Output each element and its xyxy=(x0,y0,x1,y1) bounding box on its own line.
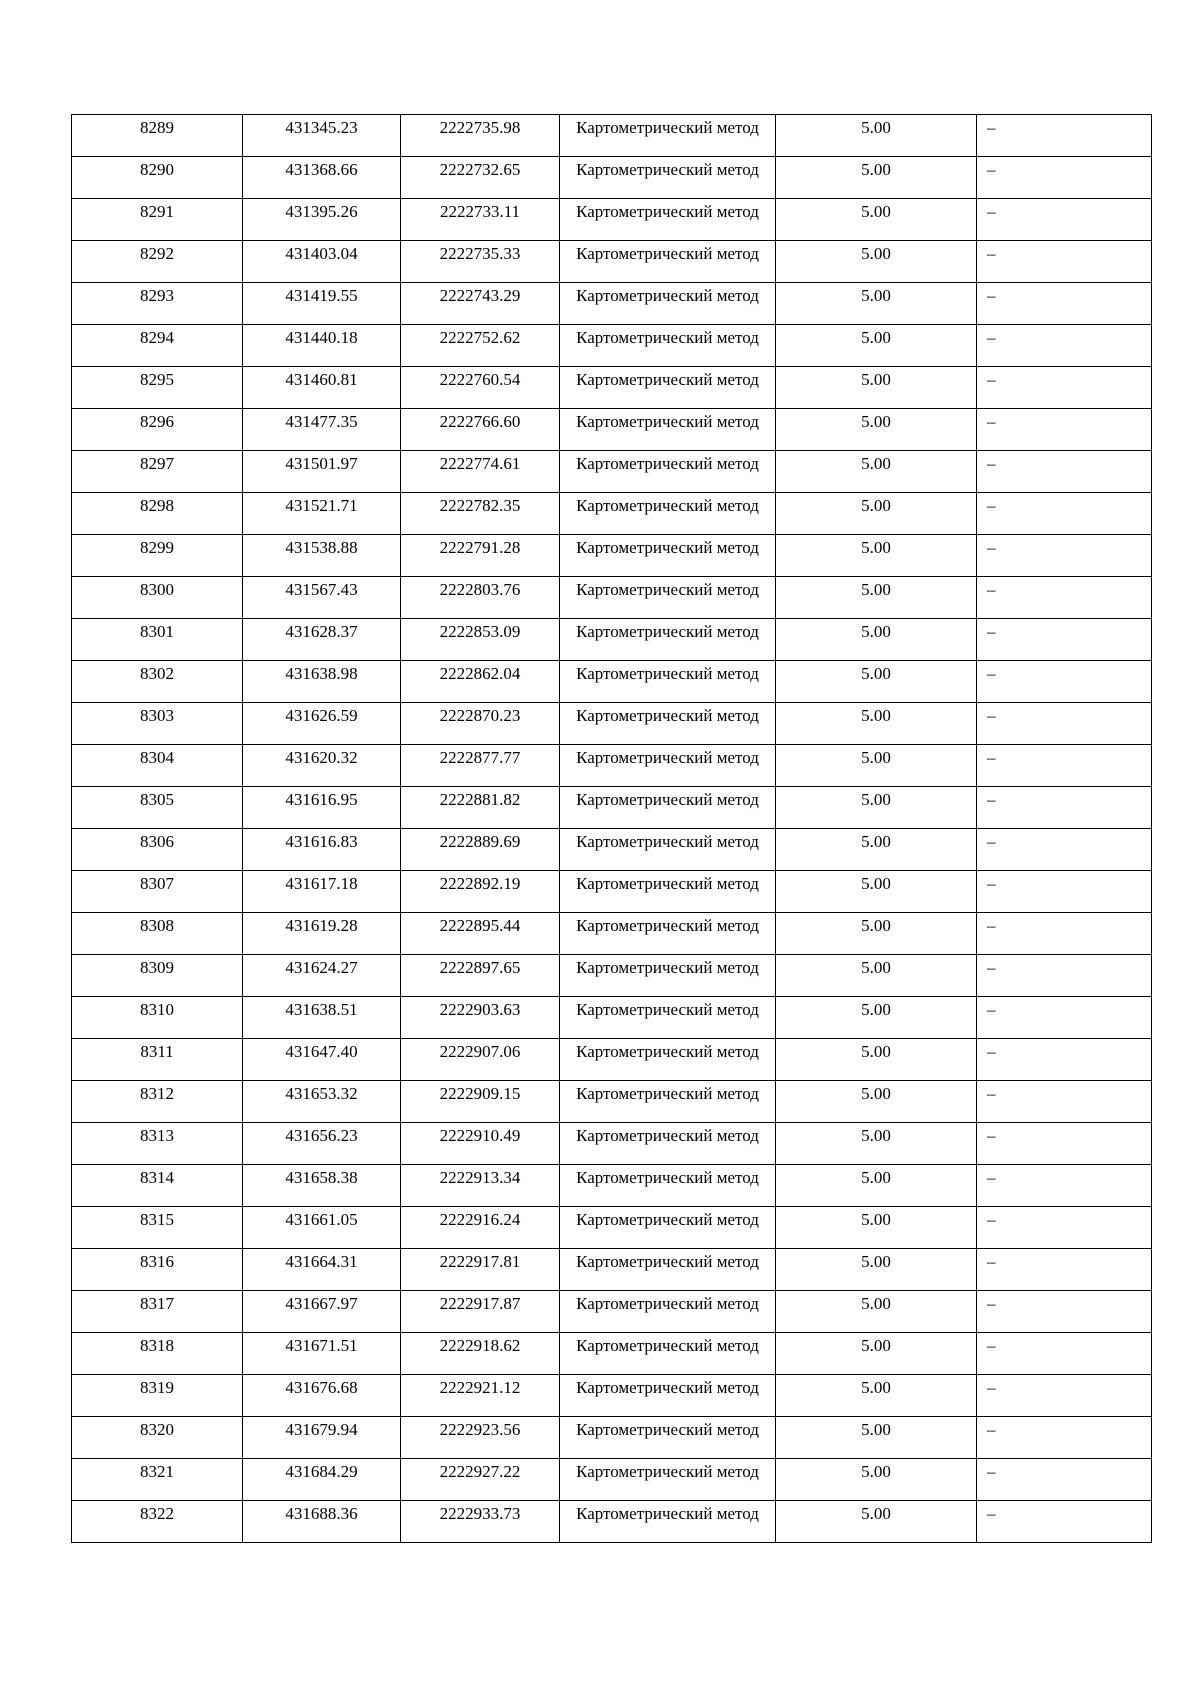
point-number-cell: 8302 xyxy=(72,661,243,703)
note-cell: – xyxy=(977,493,1152,535)
accuracy-cell: 5.00 xyxy=(776,1375,977,1417)
note-cell: – xyxy=(977,871,1152,913)
x-coordinate-cell: 431667.97 xyxy=(243,1291,401,1333)
y-coordinate-cell: 2222917.87 xyxy=(401,1291,560,1333)
y-coordinate-cell: 2222913.34 xyxy=(401,1165,560,1207)
method-cell: Картометрический метод xyxy=(560,787,776,829)
y-coordinate-cell: 2222910.49 xyxy=(401,1123,560,1165)
x-coordinate-cell: 431620.32 xyxy=(243,745,401,787)
y-coordinate-cell: 2222907.06 xyxy=(401,1039,560,1081)
x-coordinate-cell: 431567.43 xyxy=(243,577,401,619)
y-coordinate-cell: 2222895.44 xyxy=(401,913,560,955)
point-number-cell: 8289 xyxy=(72,115,243,157)
note-cell: – xyxy=(977,535,1152,577)
table-row xyxy=(72,1123,1152,1165)
x-coordinate-cell: 431679.94 xyxy=(243,1417,401,1459)
y-coordinate-cell: 2222733.11 xyxy=(401,199,560,241)
y-coordinate-cell: 2222877.77 xyxy=(401,745,560,787)
accuracy-cell: 5.00 xyxy=(776,829,977,871)
x-coordinate-cell: 431684.29 xyxy=(243,1459,401,1501)
note-cell: – xyxy=(977,1123,1152,1165)
note-cell: – xyxy=(977,829,1152,871)
point-number-cell: 8311 xyxy=(72,1039,243,1081)
accuracy-cell: 5.00 xyxy=(776,1333,977,1375)
note-cell: – xyxy=(977,787,1152,829)
note-cell: – xyxy=(977,1459,1152,1501)
x-coordinate-cell: 431395.26 xyxy=(243,199,401,241)
table-row xyxy=(72,241,1152,283)
table-row xyxy=(72,535,1152,577)
point-number-cell: 8306 xyxy=(72,829,243,871)
table-row xyxy=(72,1207,1152,1249)
accuracy-cell: 5.00 xyxy=(776,367,977,409)
accuracy-cell: 5.00 xyxy=(776,451,977,493)
note-cell: – xyxy=(977,997,1152,1039)
table-row xyxy=(72,325,1152,367)
method-cell: Картометрический метод xyxy=(560,913,776,955)
method-cell: Картометрический метод xyxy=(560,619,776,661)
table-row xyxy=(72,871,1152,913)
x-coordinate-cell: 431671.51 xyxy=(243,1333,401,1375)
point-number-cell: 8293 xyxy=(72,283,243,325)
accuracy-cell: 5.00 xyxy=(776,1249,977,1291)
note-cell: – xyxy=(977,367,1152,409)
accuracy-cell: 5.00 xyxy=(776,787,977,829)
note-cell: – xyxy=(977,619,1152,661)
table-row xyxy=(72,703,1152,745)
point-number-cell: 8294 xyxy=(72,325,243,367)
method-cell: Картометрический метод xyxy=(560,661,776,703)
y-coordinate-cell: 2222862.04 xyxy=(401,661,560,703)
point-number-cell: 8319 xyxy=(72,1375,243,1417)
x-coordinate-cell: 431626.59 xyxy=(243,703,401,745)
method-cell: Картометрический метод xyxy=(560,325,776,367)
y-coordinate-cell: 2222752.62 xyxy=(401,325,560,367)
x-coordinate-cell: 431501.97 xyxy=(243,451,401,493)
y-coordinate-cell: 2222853.09 xyxy=(401,619,560,661)
point-number-cell: 8316 xyxy=(72,1249,243,1291)
accuracy-cell: 5.00 xyxy=(776,745,977,787)
table-row xyxy=(72,1375,1152,1417)
table-row xyxy=(72,787,1152,829)
point-number-cell: 8305 xyxy=(72,787,243,829)
x-coordinate-cell: 431345.23 xyxy=(243,115,401,157)
point-number-cell: 8298 xyxy=(72,493,243,535)
x-coordinate-cell: 431658.38 xyxy=(243,1165,401,1207)
note-cell: – xyxy=(977,1081,1152,1123)
y-coordinate-cell: 2222782.35 xyxy=(401,493,560,535)
x-coordinate-cell: 431460.81 xyxy=(243,367,401,409)
method-cell: Картометрический метод xyxy=(560,1039,776,1081)
accuracy-cell: 5.00 xyxy=(776,703,977,745)
accuracy-cell: 5.00 xyxy=(776,955,977,997)
x-coordinate-cell: 431661.05 xyxy=(243,1207,401,1249)
point-number-cell: 8321 xyxy=(72,1459,243,1501)
y-coordinate-cell: 2222923.56 xyxy=(401,1417,560,1459)
table-row xyxy=(72,451,1152,493)
table-row xyxy=(72,997,1152,1039)
accuracy-cell: 5.00 xyxy=(776,199,977,241)
accuracy-cell: 5.00 xyxy=(776,1123,977,1165)
accuracy-cell: 5.00 xyxy=(776,1081,977,1123)
point-number-cell: 8296 xyxy=(72,409,243,451)
table-row xyxy=(72,661,1152,703)
accuracy-cell: 5.00 xyxy=(776,409,977,451)
note-cell: – xyxy=(977,1333,1152,1375)
method-cell: Картометрический метод xyxy=(560,535,776,577)
accuracy-cell: 5.00 xyxy=(776,913,977,955)
x-coordinate-cell: 431676.68 xyxy=(243,1375,401,1417)
y-coordinate-cell: 2222892.19 xyxy=(401,871,560,913)
point-number-cell: 8314 xyxy=(72,1165,243,1207)
point-number-cell: 8312 xyxy=(72,1081,243,1123)
x-coordinate-cell: 431617.18 xyxy=(243,871,401,913)
y-coordinate-cell: 2222791.28 xyxy=(401,535,560,577)
note-cell: – xyxy=(977,745,1152,787)
table-row xyxy=(72,1459,1152,1501)
y-coordinate-cell: 2222743.29 xyxy=(401,283,560,325)
x-coordinate-cell: 431656.23 xyxy=(243,1123,401,1165)
table-row xyxy=(72,955,1152,997)
y-coordinate-cell: 2222870.23 xyxy=(401,703,560,745)
accuracy-cell: 5.00 xyxy=(776,493,977,535)
point-number-cell: 8299 xyxy=(72,535,243,577)
method-cell: Картометрический метод xyxy=(560,703,776,745)
y-coordinate-cell: 2222903.63 xyxy=(401,997,560,1039)
accuracy-cell: 5.00 xyxy=(776,661,977,703)
point-number-cell: 8322 xyxy=(72,1501,243,1543)
x-coordinate-cell: 431368.66 xyxy=(243,157,401,199)
method-cell: Картометрический метод xyxy=(560,1375,776,1417)
table-row xyxy=(72,1249,1152,1291)
note-cell: – xyxy=(977,1501,1152,1543)
y-coordinate-cell: 2222918.62 xyxy=(401,1333,560,1375)
accuracy-cell: 5.00 xyxy=(776,1291,977,1333)
table-row xyxy=(72,1081,1152,1123)
x-coordinate-cell: 431616.83 xyxy=(243,829,401,871)
x-coordinate-cell: 431628.37 xyxy=(243,619,401,661)
accuracy-cell: 5.00 xyxy=(776,325,977,367)
method-cell: Картометрический метод xyxy=(560,871,776,913)
y-coordinate-cell: 2222735.33 xyxy=(401,241,560,283)
point-number-cell: 8320 xyxy=(72,1417,243,1459)
note-cell: – xyxy=(977,661,1152,703)
accuracy-cell: 5.00 xyxy=(776,577,977,619)
method-cell: Картометрический метод xyxy=(560,955,776,997)
table-row xyxy=(72,409,1152,451)
coordinates-table xyxy=(71,114,1152,1543)
method-cell: Картометрический метод xyxy=(560,1165,776,1207)
accuracy-cell: 5.00 xyxy=(776,997,977,1039)
method-cell: Картометрический метод xyxy=(560,1291,776,1333)
method-cell: Картометрический метод xyxy=(560,1459,776,1501)
x-coordinate-cell: 431619.28 xyxy=(243,913,401,955)
method-cell: Картометрический метод xyxy=(560,241,776,283)
table-row xyxy=(72,619,1152,661)
point-number-cell: 8297 xyxy=(72,451,243,493)
method-cell: Картометрический метод xyxy=(560,1207,776,1249)
x-coordinate-cell: 431521.71 xyxy=(243,493,401,535)
method-cell: Картометрический метод xyxy=(560,745,776,787)
y-coordinate-cell: 2222933.73 xyxy=(401,1501,560,1543)
point-number-cell: 8318 xyxy=(72,1333,243,1375)
table-row xyxy=(72,1501,1152,1543)
x-coordinate-cell: 431440.18 xyxy=(243,325,401,367)
accuracy-cell: 5.00 xyxy=(776,241,977,283)
accuracy-cell: 5.00 xyxy=(776,1417,977,1459)
table-row xyxy=(72,115,1152,157)
y-coordinate-cell: 2222889.69 xyxy=(401,829,560,871)
point-number-cell: 8290 xyxy=(72,157,243,199)
accuracy-cell: 5.00 xyxy=(776,871,977,913)
table-row xyxy=(72,1165,1152,1207)
point-number-cell: 8315 xyxy=(72,1207,243,1249)
x-coordinate-cell: 431653.32 xyxy=(243,1081,401,1123)
method-cell: Картометрический метод xyxy=(560,577,776,619)
method-cell: Картометрический метод xyxy=(560,157,776,199)
x-coordinate-cell: 431419.55 xyxy=(243,283,401,325)
y-coordinate-cell: 2222917.81 xyxy=(401,1249,560,1291)
point-number-cell: 8303 xyxy=(72,703,243,745)
note-cell: – xyxy=(977,115,1152,157)
note-cell: – xyxy=(977,1039,1152,1081)
y-coordinate-cell: 2222774.61 xyxy=(401,451,560,493)
y-coordinate-cell: 2222803.76 xyxy=(401,577,560,619)
method-cell: Картометрический метод xyxy=(560,1249,776,1291)
point-number-cell: 8309 xyxy=(72,955,243,997)
point-number-cell: 8295 xyxy=(72,367,243,409)
table-row xyxy=(72,1039,1152,1081)
accuracy-cell: 5.00 xyxy=(776,535,977,577)
accuracy-cell: 5.00 xyxy=(776,1165,977,1207)
table-row xyxy=(72,745,1152,787)
point-number-cell: 8308 xyxy=(72,913,243,955)
point-number-cell: 8301 xyxy=(72,619,243,661)
table-row xyxy=(72,1417,1152,1459)
point-number-cell: 8307 xyxy=(72,871,243,913)
note-cell: – xyxy=(977,241,1152,283)
note-cell: – xyxy=(977,913,1152,955)
table-row xyxy=(72,829,1152,871)
table-row xyxy=(72,367,1152,409)
method-cell: Картометрический метод xyxy=(560,1417,776,1459)
x-coordinate-cell: 431616.95 xyxy=(243,787,401,829)
accuracy-cell: 5.00 xyxy=(776,1501,977,1543)
note-cell: – xyxy=(977,1417,1152,1459)
y-coordinate-cell: 2222735.98 xyxy=(401,115,560,157)
accuracy-cell: 5.00 xyxy=(776,1207,977,1249)
method-cell: Картометрический метод xyxy=(560,997,776,1039)
note-cell: – xyxy=(977,409,1152,451)
x-coordinate-cell: 431647.40 xyxy=(243,1039,401,1081)
method-cell: Картометрический метод xyxy=(560,1333,776,1375)
table-row xyxy=(72,157,1152,199)
note-cell: – xyxy=(977,1249,1152,1291)
note-cell: – xyxy=(977,1375,1152,1417)
x-coordinate-cell: 431638.51 xyxy=(243,997,401,1039)
point-number-cell: 8291 xyxy=(72,199,243,241)
method-cell: Картометрический метод xyxy=(560,409,776,451)
accuracy-cell: 5.00 xyxy=(776,157,977,199)
y-coordinate-cell: 2222732.65 xyxy=(401,157,560,199)
table-row xyxy=(72,283,1152,325)
x-coordinate-cell: 431638.98 xyxy=(243,661,401,703)
y-coordinate-cell: 2222760.54 xyxy=(401,367,560,409)
x-coordinate-cell: 431688.36 xyxy=(243,1501,401,1543)
x-coordinate-cell: 431477.35 xyxy=(243,409,401,451)
point-number-cell: 8313 xyxy=(72,1123,243,1165)
method-cell: Картометрический метод xyxy=(560,451,776,493)
note-cell: – xyxy=(977,577,1152,619)
y-coordinate-cell: 2222916.24 xyxy=(401,1207,560,1249)
note-cell: – xyxy=(977,1165,1152,1207)
method-cell: Картометрический метод xyxy=(560,1501,776,1543)
point-number-cell: 8310 xyxy=(72,997,243,1039)
method-cell: Картометрический метод xyxy=(560,199,776,241)
table-row xyxy=(72,199,1152,241)
method-cell: Картометрический метод xyxy=(560,493,776,535)
accuracy-cell: 5.00 xyxy=(776,619,977,661)
accuracy-cell: 5.00 xyxy=(776,1039,977,1081)
note-cell: – xyxy=(977,955,1152,997)
note-cell: – xyxy=(977,1207,1152,1249)
x-coordinate-cell: 431538.88 xyxy=(243,535,401,577)
point-number-cell: 8304 xyxy=(72,745,243,787)
note-cell: – xyxy=(977,703,1152,745)
coordinates-table-body xyxy=(72,115,1152,1543)
table-row xyxy=(72,1291,1152,1333)
note-cell: – xyxy=(977,199,1152,241)
method-cell: Картометрический метод xyxy=(560,1081,776,1123)
y-coordinate-cell: 2222897.65 xyxy=(401,955,560,997)
method-cell: Картометрический метод xyxy=(560,283,776,325)
accuracy-cell: 5.00 xyxy=(776,1459,977,1501)
point-number-cell: 8292 xyxy=(72,241,243,283)
table-row xyxy=(72,493,1152,535)
method-cell: Картометрический метод xyxy=(560,1123,776,1165)
accuracy-cell: 5.00 xyxy=(776,115,977,157)
accuracy-cell: 5.00 xyxy=(776,283,977,325)
x-coordinate-cell: 431624.27 xyxy=(243,955,401,997)
note-cell: – xyxy=(977,325,1152,367)
y-coordinate-cell: 2222766.60 xyxy=(401,409,560,451)
table-row xyxy=(72,1333,1152,1375)
point-number-cell: 8300 xyxy=(72,577,243,619)
y-coordinate-cell: 2222921.12 xyxy=(401,1375,560,1417)
x-coordinate-cell: 431664.31 xyxy=(243,1249,401,1291)
point-number-cell: 8317 xyxy=(72,1291,243,1333)
x-coordinate-cell: 431403.04 xyxy=(243,241,401,283)
note-cell: – xyxy=(977,451,1152,493)
table-row xyxy=(72,913,1152,955)
table-row xyxy=(72,577,1152,619)
note-cell: – xyxy=(977,283,1152,325)
y-coordinate-cell: 2222881.82 xyxy=(401,787,560,829)
method-cell: Картометрический метод xyxy=(560,115,776,157)
y-coordinate-cell: 2222909.15 xyxy=(401,1081,560,1123)
note-cell: – xyxy=(977,1291,1152,1333)
method-cell: Картометрический метод xyxy=(560,829,776,871)
method-cell: Картометрический метод xyxy=(560,367,776,409)
note-cell: – xyxy=(977,157,1152,199)
y-coordinate-cell: 2222927.22 xyxy=(401,1459,560,1501)
